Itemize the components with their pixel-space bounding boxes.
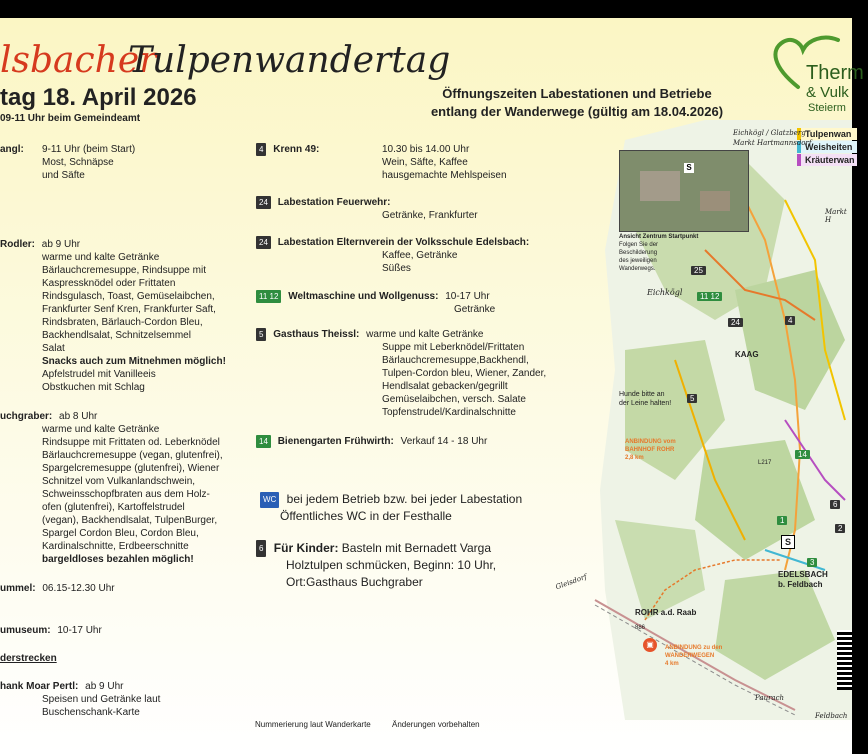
station-number-badge: 4 xyxy=(256,143,266,156)
legend-tulpenwanderweg: Tulpenwan xyxy=(797,128,857,140)
caption-line: Beschilderung xyxy=(619,250,658,256)
station-number-badge: 11 12 xyxy=(256,290,281,303)
legend-weisheiten: Weisheiten xyxy=(797,141,857,153)
anbindung-line: 4 km xyxy=(665,661,679,667)
label-gleisdorf: Gleisdorf xyxy=(554,572,588,592)
entry-note: Snacks auch zum Mitnehmen möglich! xyxy=(42,356,226,367)
caption-line: des jeweiligen xyxy=(619,258,657,264)
entry-line: Schweinsschopfbraten aus dem Holz- xyxy=(42,489,210,500)
map-legend xyxy=(797,128,857,167)
logo-line-2: & Vulk xyxy=(806,84,849,101)
left-entry-7 xyxy=(0,680,160,719)
entry-line: Kaspressknödel oder Frittaten xyxy=(42,278,176,289)
entry-note: bargeldloses bezahlen möglich! xyxy=(42,554,194,565)
entry-time: 10-17 Uhr xyxy=(445,291,490,303)
wc-line-2: Öffentliches WC in der Festhalle xyxy=(280,508,452,523)
logo-line-3: Steierm xyxy=(808,102,846,114)
kids-line-3: Ort:Gasthaus Buchgraber xyxy=(286,575,423,590)
entry-line: warme und kalte Getränke xyxy=(42,424,160,435)
map-station-4[interactable]: 4 xyxy=(785,316,795,325)
label-markt-hartmannsdorf: Markt Hartmannsdorf xyxy=(733,139,812,147)
entry-line: (vegan), Backhendlsalat, TulpenBurger, xyxy=(42,515,218,526)
entry-line: Spargelcremesuppe (glutenfrei), Wiener xyxy=(42,463,220,474)
station-number-badge: 6 xyxy=(256,540,266,557)
hiking-map[interactable] xyxy=(554,120,855,720)
entry-time: ab 8 Uhr xyxy=(59,411,98,422)
road-label: 886 xyxy=(635,625,646,631)
left-entry-2 xyxy=(0,238,250,394)
entry-line: Most, Schnäpse xyxy=(42,157,114,168)
map-station-3[interactable]: 3 xyxy=(807,558,817,567)
header-line-2: entlang der Wanderwege (gültig am 18.04.2026) xyxy=(430,104,724,119)
station-number-badge: 14 xyxy=(256,435,271,448)
entry-line: Speisen und Getränke laut xyxy=(42,694,161,705)
entry-line: Bärlauchcremesuppe (vegan, glutenfrei), xyxy=(42,450,223,461)
kids-label: Für Kinder: xyxy=(273,541,339,555)
mid-entry-2 xyxy=(256,196,556,222)
mid-entry-5 xyxy=(256,328,576,419)
entry-name: Labestation Feuerwehr: xyxy=(277,197,391,209)
station-number-badge: 24 xyxy=(256,196,271,209)
entry-time: ab 9 Uhr xyxy=(85,681,124,692)
entry-line: Hendlsalat gebacken/gegrillt xyxy=(382,381,508,393)
label-edelsbach xyxy=(778,570,828,590)
map-station-14[interactable]: 14 xyxy=(795,450,810,459)
entry-line: 10.30 bis 14.00 Uhr xyxy=(382,144,470,155)
anbindung-line: BAHNHOF ROHR xyxy=(625,447,675,453)
caption-line: Folgen Sie der xyxy=(619,242,659,248)
legend-kraeuter: Kräuterwan xyxy=(797,154,857,166)
entry-line: Bärlauchcremesuppe, Rindsuppe mit xyxy=(42,265,206,276)
entry-line: 9-11 Uhr (beim Start) xyxy=(42,144,136,155)
station-number-badge: 24 xyxy=(256,236,271,249)
opening-hours-header xyxy=(412,85,742,121)
photo-roof xyxy=(640,171,680,201)
entry-name: derstrecken xyxy=(0,653,57,664)
entry-name: ummel: xyxy=(0,583,36,594)
left-entry-6 xyxy=(0,652,57,665)
start-time: 09-11 Uhr beim Gemeindeamt xyxy=(0,113,141,124)
left-entry-1 xyxy=(0,143,240,181)
mid-entry-3 xyxy=(256,236,576,275)
kids-line-2: Holztulpen schmücken, Beginn: 10 Uhr, xyxy=(286,558,497,573)
entry-line: Kardinalschnitte, Erdbeerschnitte xyxy=(42,541,189,552)
anbindung-line: ANBINDUNG zu den xyxy=(665,645,723,651)
train-station-icon: ▣ xyxy=(643,638,657,652)
label-kaag: KAAG xyxy=(735,350,759,359)
start-marker: S xyxy=(684,163,694,173)
entry-time: Verkauf 14 - 18 Uhr xyxy=(400,436,488,448)
entry-time: 10-17 Uhr xyxy=(57,625,102,636)
label-markt: Markt H xyxy=(825,208,847,224)
entry-line: Rindsuppe mit Frittaten od. Leberknödel xyxy=(42,437,220,448)
mid-entry-1 xyxy=(256,143,556,181)
anbindung-bahnhof xyxy=(625,438,676,462)
map-station-1[interactable]: 1 xyxy=(777,516,787,525)
event-date: tag 18. April 2026 xyxy=(0,84,197,111)
road-label: L217 xyxy=(758,460,772,466)
entry-line: Wein, Säfte, Kaffee xyxy=(382,157,468,168)
station-number-badge: 5 xyxy=(256,328,266,341)
entry-name: Rodler: xyxy=(0,239,35,250)
footer-changes-note: Änderungen vorbehalten xyxy=(392,720,480,729)
mid-entry-4 xyxy=(256,290,576,316)
anbindung-line: 2,8 km xyxy=(625,455,644,461)
label-eichkogl-glatzberg: Eichkögl / Glatzberg xyxy=(733,129,806,137)
aerial-photo-inset xyxy=(619,150,749,232)
wc-note xyxy=(260,491,560,524)
entry-name: Weltmaschine und Wollgenuss: xyxy=(288,291,439,303)
entry-name: uchgraber: xyxy=(0,411,53,422)
entry-line: Apfelstrudel mit Vanilleeis xyxy=(42,369,156,380)
entry-line: Spargel Cordon Bleu, Cordon Bleu, xyxy=(42,528,199,539)
entry-line: Topfenstrudel/Kardinalschnitte xyxy=(382,407,516,419)
entry-line: Gemüselaibchen, versch. Salate xyxy=(382,394,526,406)
entry-name: Krenn 49: xyxy=(273,144,320,156)
entry-line: Süßes xyxy=(382,263,411,275)
footer-numbering-note: Nummerierung laut Wanderkarte xyxy=(255,720,371,729)
left-entry-4 xyxy=(0,582,115,595)
label-rohr: ROHR a.d. Raab xyxy=(635,608,697,617)
entry-line: Tulpen-Cordon bleu, Wiener, Zander, xyxy=(382,368,547,380)
entry-line: Rindsbraten, Bärlauch-Cordon Bleu, xyxy=(42,317,203,328)
entry-name: hank Moar Pertl: xyxy=(0,681,79,692)
mid-entry-6 xyxy=(256,435,576,448)
map-station-5[interactable]: 5 xyxy=(687,394,697,403)
anbindung-line: ANBINDUNG vom xyxy=(625,439,676,445)
anbindung-line: WANDERWEGEN xyxy=(665,653,715,659)
entry-line: und Säfte xyxy=(42,170,85,181)
logo xyxy=(768,32,868,112)
entry-line: Backhendlsalat, Schnitzelsemmel xyxy=(42,330,191,341)
entry-name: Gasthaus Theissl: xyxy=(273,329,360,341)
title-handwritten: Tulpenwandertag xyxy=(128,40,451,81)
entry-line: Salat xyxy=(42,343,65,354)
wc-line-1: bei jedem Betrieb bzw. bei jeder Labestation xyxy=(286,492,523,506)
map-station-25[interactable]: 25 xyxy=(691,266,706,275)
entry-line: Buschenschank-Karte xyxy=(42,707,140,718)
entry-line: Bärlauchcremesuppe,Backhendl, xyxy=(382,355,529,367)
entry-line: Schnitzel vom Vulkanlandschwein, xyxy=(42,476,196,487)
wc-icon: WC xyxy=(260,492,279,508)
anbindung-wanderwege xyxy=(665,644,722,668)
entry-line: Rindsgulasch, Toast, Gemüselaibchen, xyxy=(42,291,215,302)
entry-line: Suppe mit Leberknödel/Frittaten xyxy=(382,342,525,354)
start-point-marker[interactable]: S xyxy=(781,535,795,549)
entry-time: warme und kalte Getränke xyxy=(366,329,484,341)
entry-line: Getränke, Frankfurter xyxy=(382,210,478,222)
label-paurach: Paurach xyxy=(755,694,785,702)
dog-note xyxy=(619,390,671,408)
entry-line: Frankfurter Senf Kren, Frankfurter Saft, xyxy=(42,304,216,315)
dog-note-line: der Leine halten! xyxy=(619,400,672,407)
dog-note-line: Hunde bitte an xyxy=(619,391,665,398)
entry-time: ab 9 Uhr xyxy=(41,239,81,250)
kids-note xyxy=(256,540,556,591)
entry-line: warme und kalte Getränke xyxy=(42,252,160,263)
caption-line: Ansicht Zentrum Startpunkt xyxy=(619,234,699,240)
entry-name: umuseum: xyxy=(0,625,51,636)
entry-name: Labestation Elternverein der Volksschule Edelsbach: xyxy=(277,237,530,249)
label-feldbach: Feldbach xyxy=(815,712,848,720)
entry-name: Bienengarten Frühwirth: xyxy=(277,436,394,448)
place-name: EDELSBACH xyxy=(778,570,828,579)
entry-line: ofen (glutenfrei), Kartoffelstrudel xyxy=(42,502,185,513)
logo-line-1: Therm xyxy=(806,62,864,84)
entry-name: angl: xyxy=(0,144,24,155)
place-name: b. Feldbach xyxy=(778,580,823,589)
title-fragment: lsbacher xyxy=(0,40,157,81)
entry-line: Kaffee, Getränke xyxy=(382,250,458,262)
kids-line-1: Basteln mit Bernadett Varga xyxy=(338,541,491,555)
entry-line: Obstkuchen mit Schlag xyxy=(42,382,145,393)
entry-line: Getränke xyxy=(454,304,496,316)
caption-line: Wanderwegs. xyxy=(619,266,656,272)
map-station-11-12[interactable]: 11 12 xyxy=(697,292,722,301)
inset-caption xyxy=(619,233,698,273)
photo-roof xyxy=(700,191,730,211)
left-entry-3 xyxy=(0,410,250,566)
map-station-6[interactable]: 6 xyxy=(830,500,840,509)
qr-code-icon[interactable] xyxy=(837,630,852,690)
header-line-1: Öffnungszeiten Labestationen und Betriebe xyxy=(442,86,712,101)
map-station-24[interactable]: 24 xyxy=(728,318,743,327)
flyer-page xyxy=(0,18,864,754)
entry-time: 06.15-12.30 Uhr xyxy=(42,583,115,594)
left-entry-5 xyxy=(0,624,102,637)
label-eichkogl: Eichkögl xyxy=(647,288,683,297)
entry-line: hausgemachte Mehlspeisen xyxy=(382,170,507,181)
map-station-2[interactable]: 2 xyxy=(835,524,845,533)
